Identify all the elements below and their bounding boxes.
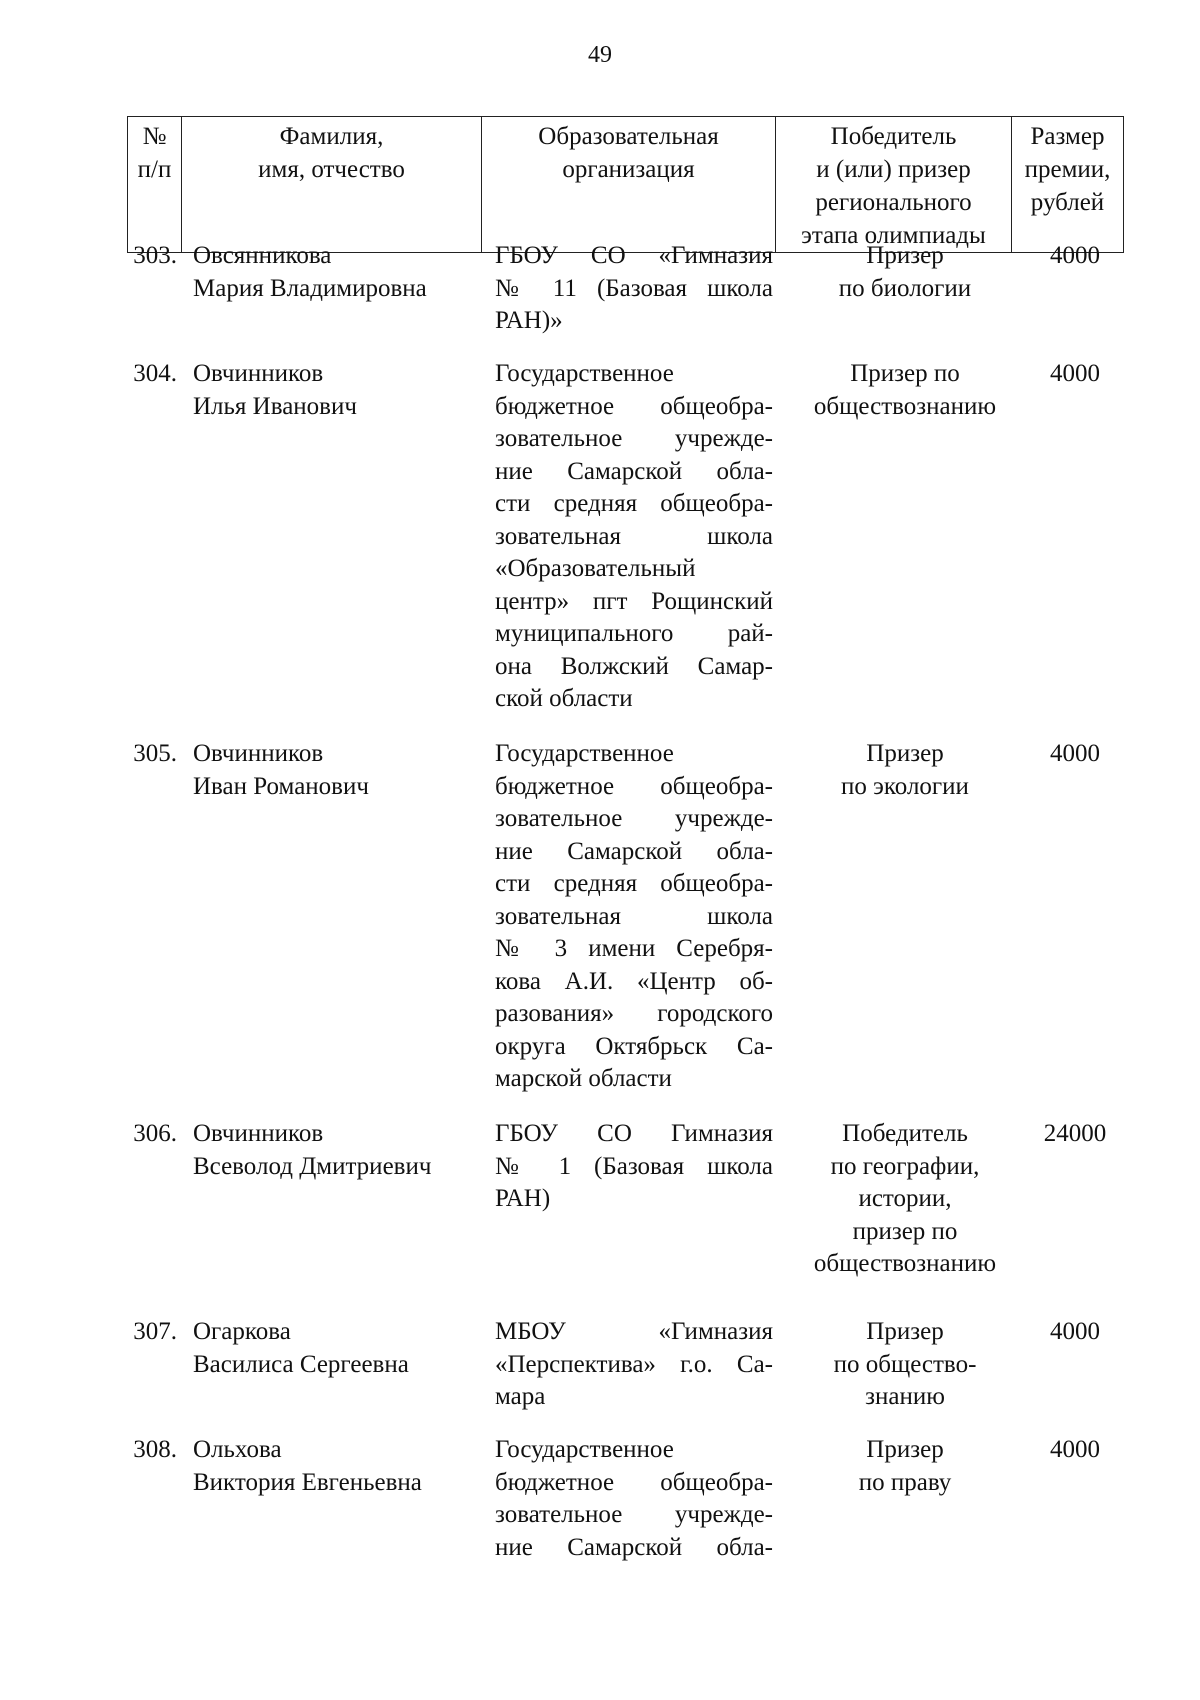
row-organization: Государственное бюджетное общеобра- зовательное учрежде- ние Самарской обла- сти средняя общеобра- зовательная школа № 3 имени Серебря- кова А.И. «Центр об- разования» городского округа Октябрьск Са- марской области	[495, 740, 773, 1092]
row-number: 307.	[133, 1318, 177, 1345]
row-organization: МБОУ «Гимназия «Перспектива» г.о. Са- мара	[495, 1318, 773, 1410]
header-col-award: Победитель и (или) призер регионального этапа олимпиады	[776, 117, 1012, 253]
row-amount: 24000	[1043, 1120, 1107, 1147]
row-name: Овчинников Иван Романович	[193, 740, 369, 800]
header-col-number: № п/п	[128, 117, 182, 253]
row-amount: 4000	[1050, 360, 1100, 387]
row-award: Призер по экологии	[841, 740, 969, 800]
header-col-name: Фамилия, имя, отчество	[182, 117, 482, 253]
row-organization: ГБОУ СО «Гимназия № 11 (Базовая школа РАН)»	[495, 242, 773, 334]
row-organization: ГБОУ СО Гимназия № 1 (Базовая школа РАН)	[495, 1120, 773, 1212]
row-amount: 4000	[1050, 1436, 1100, 1463]
row-award: Призер по общество- знанию	[833, 1318, 977, 1410]
table-header	[127, 116, 1124, 253]
row-number: 306.	[133, 1120, 177, 1147]
row-organization: Государственное бюджетное общеобра- зовательное учрежде- ние Самарской обла- сти средняя общеобра- зовательная школа «Образовательный центр» пгт Рощинский муниципального рай- она Волжский Самар- ской области	[495, 360, 773, 712]
page-number: 49	[588, 42, 612, 68]
row-name: Овсянникова Мария Владимировна	[193, 242, 427, 302]
header-col-amount: Размер премии, рублей	[1012, 117, 1124, 253]
row-amount: 4000	[1050, 740, 1100, 767]
row-name: Ольхова Виктория Евгеньевна	[193, 1436, 422, 1496]
row-award: Призер по праву	[858, 1436, 952, 1496]
row-name: Огаркова Василиса Сергеевна	[193, 1318, 409, 1378]
header-col-organization: Образовательная организация	[482, 117, 776, 253]
row-award: Призер по обществознанию	[813, 360, 997, 420]
row-organization: Государственное бюджетное общеобра- зовательное учрежде- ние Самарской обла-	[495, 1436, 773, 1561]
row-number: 304.	[133, 360, 177, 387]
row-amount: 4000	[1050, 242, 1100, 269]
row-number: 303.	[133, 242, 177, 269]
row-name: Овчинников Всеволод Дмитриевич	[193, 1120, 432, 1180]
row-name: Овчинников Илья Иванович	[193, 360, 357, 420]
row-award: Победитель по географии, истории, призер по обществознанию	[813, 1120, 997, 1277]
row-amount: 4000	[1050, 1318, 1100, 1345]
row-number: 305.	[133, 740, 177, 767]
row-award: Призер по биологии	[838, 242, 972, 302]
row-number: 308.	[133, 1436, 177, 1463]
